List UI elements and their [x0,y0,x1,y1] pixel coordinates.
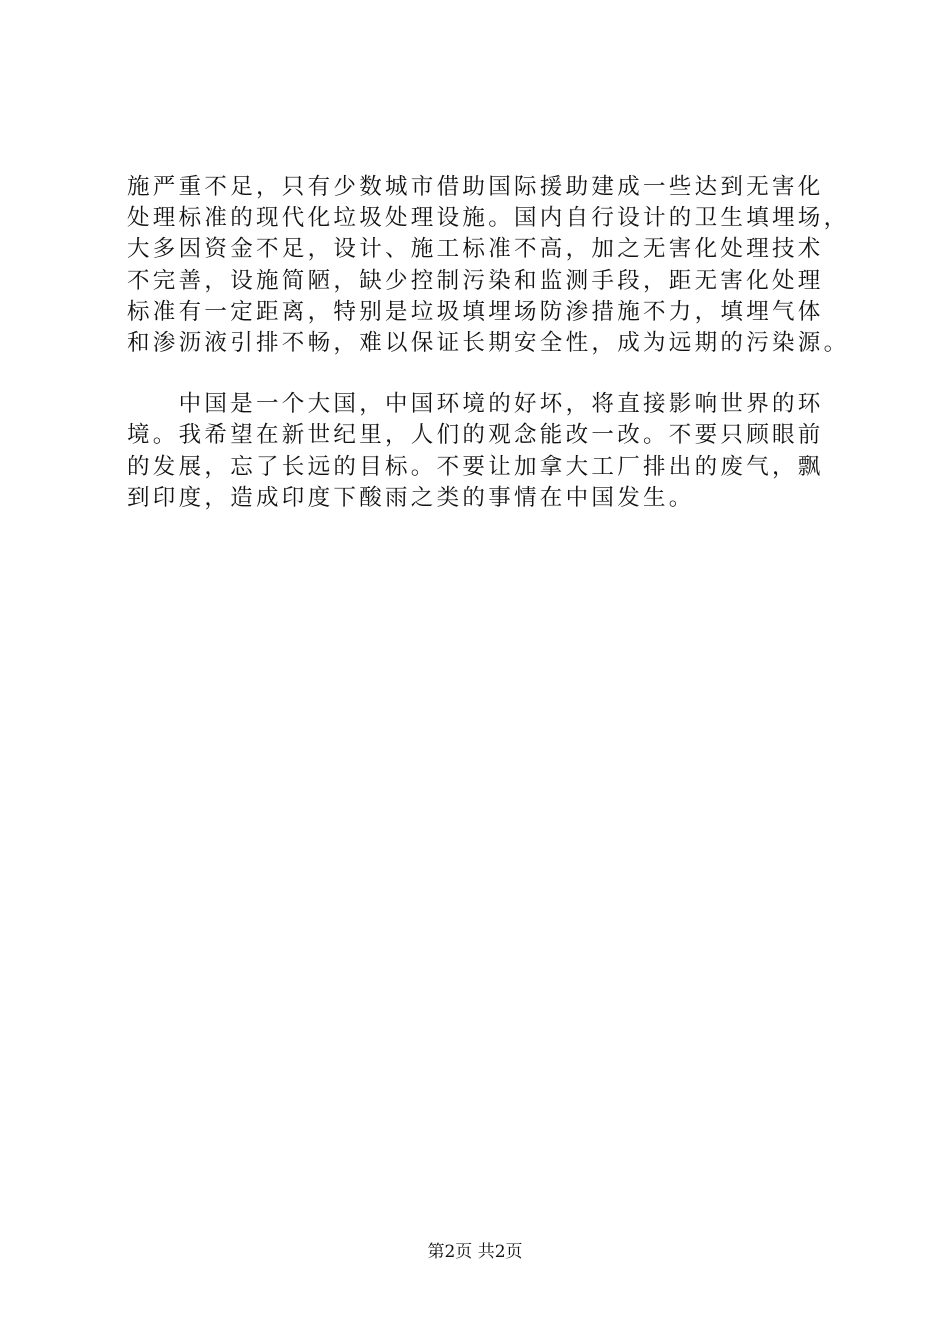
text-line: 不完善，设施简陋，缺少控制污染和监测手段，距无害化处理 [127,267,824,294]
paragraph-spacer [127,359,837,389]
text-line: 和渗沥液引排不畅，难以保证长期安全性，成为远期的污染源。 [127,329,850,356]
text-line: 大多因资金不足，设计、施工标准不高，加之无害化处理技术 [127,236,824,263]
text-line: 施严重不足，只有少数城市借助国际援助建成一些达到无害化 [127,174,824,200]
text-line: 标准有一定距离，特别是垃圾填埋场防渗措施不力，填埋气体 [127,298,824,325]
text-line: 到印度，造成印度下酸雨之类的事情在中国发生。 [127,484,695,511]
page-footer: 第2页 共2页 [427,1242,523,1262]
text-line: 中国是一个大国，中国环境的好坏，将直接影响世界的环 [127,391,824,418]
paragraph-1 [127,172,850,359]
text-line: 的发展，忘了长远的目标。不要让加拿大工厂排出的废气，飘 [127,453,824,480]
text-line: 境。我希望在新世纪里，人们的观念能改一改。不要只顾眼前 [127,422,824,449]
text-line: 处理标准的现代化垃圾处理设施。国内自行设计的卫生填埋场， [127,205,850,232]
document-body [127,172,850,514]
paragraph-2 [127,389,837,514]
